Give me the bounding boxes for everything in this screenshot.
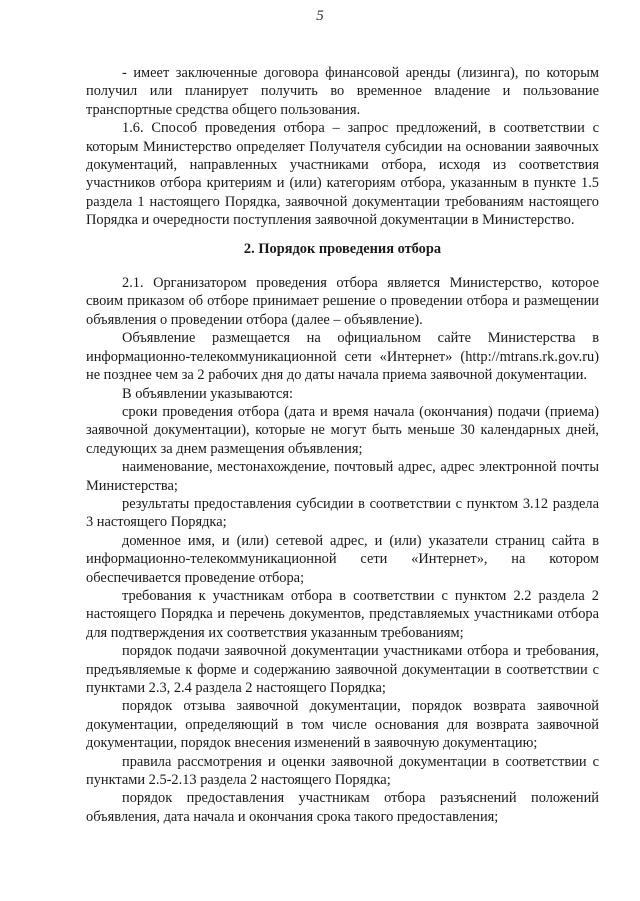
list-item-review-rules: правила рассмотрения и оценки заявочной документации в соответствии с пунктами 2.5-2.13 раздела 2 настоящего Порядка; <box>86 753 599 789</box>
list-item-withdrawal-procedure: порядок отзыва заявочной документации, порядок возврата заявочной документации, определяющий в том числе основания для возврата заявочной документации, порядок внесения изменений в заявочную документацию; <box>86 698 599 752</box>
page-number: 5 <box>316 8 324 24</box>
paragraph-announcement-contents-intro: В объявлении указываются: <box>122 385 294 402</box>
list-item-ministry-contacts: наименование, местонахождение, почтовый адрес, адрес электронной почты Министерства; <box>86 459 599 494</box>
list-item-participant-requirements: требования к участникам отбора в соответствии с пунктом 2.2 раздела 2 настоящего Порядка и перечень документов, представляемых участниками отбора для подтверждения их соответствия указанным требованиям; <box>86 587 599 641</box>
paragraph-lease-agreements: - имеет заключенные договора финансовой аренды (лизинга), по которым получил или планирует получить во временное владение и пользование транспортные средства общего пользования. <box>86 65 599 118</box>
paragraph-announcement-placement: Объявление размещается на официальном сайте Министерства в информационно-телекоммуникационной сети «Интернет» (http://mtrans.rk.gov.ru) не позднее чем за 2 рабочих дня до даты начала приема заявочной документации. <box>86 330 599 384</box>
list-item-submission-procedure: порядок подачи заявочной документации участниками отбора и требования, предъявляемые к форме и содержанию заявочной документации в соответствии с пунктами 2.3, 2.4 раздела 2 настоящего Порядка; <box>86 643 599 696</box>
document-body <box>86 64 599 826</box>
paragraph-1-6-selection-method: 1.6. Способ проведения отбора – запрос предложений, в соответствии с которым Министерство определяет Получателя субсидии на основании заявочных документаций, направленных участниками отбора, исходя из соответствия участников отбора критериям и (или) категориям отбора, указанным в пункте 1.5 раздела 1 настоящего Порядка, заявочной документации требованиям настоящего Порядка и очередности поступления заявочной документации в Министерство. <box>86 120 599 229</box>
list-item-subsidy-results: результаты предоставления субсидии в соответствии с пунктом 3.12 раздела 3 настоящего Порядка; <box>86 495 599 531</box>
list-item-deadlines: сроки проведения отбора (дата и время начала (окончания) подачи (приема) заявочной документации), которые не могут быть меньше 30 календарных дней, следующих за днем размещения объявления; <box>86 403 599 457</box>
paragraph-2-1-organizer: 2.1. Организатором проведения отбора является Министерство, которое своим приказом об отборе принимает решение о проведении отбора и размещении объявления о проведении отбора (далее – объявление). <box>86 275 599 328</box>
section-heading: 2. Порядок проведения отбора <box>243 240 442 257</box>
list-item-clarifications: порядок предоставления участникам отбора разъяснений положений объявления, дата начала и окончания срока такого предоставления; <box>86 790 599 825</box>
list-item-domain-name: доменное имя, и (или) сетевой адрес, и (или) указатели страниц сайта в информационно-телекоммуникационной сети «Интернет», на котором обеспечивается проведение отбора; <box>86 532 599 586</box>
